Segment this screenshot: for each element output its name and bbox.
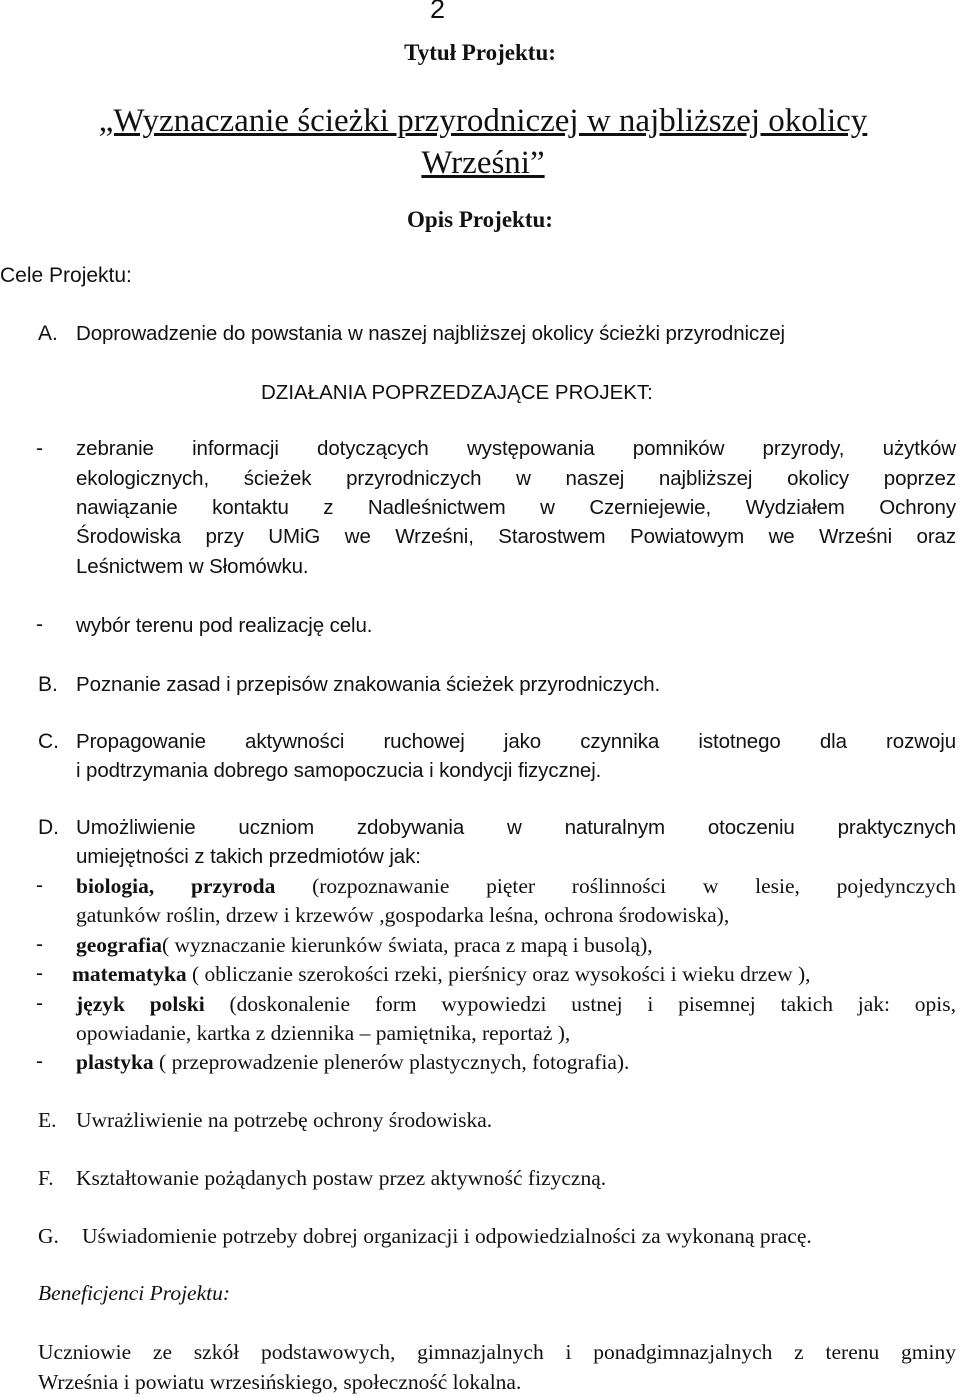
- project-description-label: Opis Projektu:: [407, 207, 553, 232]
- goal-b-letter: B.: [38, 673, 58, 696]
- goal-e-text: Uwrażliwienie na potrzebę ochrony środowiska.: [76, 1108, 493, 1132]
- subject-desc: ( obliczanie szerokości rzeki, pierśnicy oraz wysokości i wieku drzew ),: [186, 962, 811, 986]
- goal-d-line: Umożliwienie uczniom zdobywania w naturalnym otoczeniu praktycznych: [76, 816, 956, 839]
- preliminary-item2: wybór terenu pod realizację celu.: [76, 614, 373, 637]
- project-title-label: Tytuł Projektu:: [404, 40, 556, 65]
- list-dash: -: [36, 613, 43, 636]
- subject-item-polish-cont: opowiadanie, kartka z dziennika – pamiętnika, reportaż ),: [76, 1021, 571, 1045]
- preliminary-item1-line: Środowiska przy UMiG we Wrześni, Starostwem Powiatowym we Wrześni oraz: [76, 525, 956, 548]
- goal-f-text: Kształtowanie pożądanych postaw przez aktywność fizyczną.: [76, 1166, 607, 1190]
- goal-a-letter: A.: [38, 322, 58, 345]
- subject-name: język polski: [76, 992, 205, 1016]
- goal-f-letter: F.: [38, 1166, 54, 1190]
- subject-name: matematyka: [72, 962, 187, 986]
- subject-item-polish: [76, 992, 956, 1017]
- goal-e-letter: E.: [38, 1108, 57, 1132]
- beneficiaries-line: Uczniowie ze szkół podstawowych, gimnazjalnych i ponadgimnazjalnych z terenu gminy: [38, 1340, 956, 1364]
- page-number: 2: [430, 0, 446, 24]
- subject-name: geografia: [76, 933, 162, 957]
- list-dash: -: [36, 1050, 43, 1073]
- goal-c-letter: C.: [38, 730, 59, 753]
- list-dash: -: [36, 874, 43, 897]
- goal-d-line: umiejętności z takich przedmiotów jak:: [76, 845, 421, 868]
- subject-name: biologia, przyroda: [76, 874, 276, 898]
- beneficiaries-label: Beneficjenci Projektu:: [38, 1281, 231, 1305]
- goal-d-letter: D.: [38, 816, 59, 839]
- preliminary-actions-title: DZIAŁANIA POPRZEDZAJĄCE PROJEKT:: [261, 381, 653, 404]
- goal-g-text: Uświadomienie potrzeby dobrej organizacji i odpowiedzialności za wykonaną pracę.: [82, 1224, 812, 1248]
- goal-b-text: Poznanie zasad i przepisów znakowania ścieżek przyrodniczych.: [76, 673, 661, 696]
- preliminary-item1-line: zebranie informacji dotyczących występowania pomników przyrody, użytków: [76, 437, 956, 460]
- subject-desc: (rozpoznawanie pięter roślinności w lesie, pojedynczych: [275, 874, 956, 898]
- project-main-title: „Wyznaczanie ścieżki przyrodniczej w najbliższej okolicy Wrześni”: [98, 103, 868, 181]
- subject-item-biology: [76, 874, 956, 899]
- subject-name: plastyka: [76, 1050, 154, 1074]
- subject-item-math: [72, 962, 811, 987]
- list-dash: -: [36, 933, 43, 956]
- list-dash: -: [36, 437, 43, 460]
- goal-a-text: Doprowadzenie do powstania w naszej najbliższej okolicy ścieżki przyrodniczej: [76, 322, 785, 345]
- subject-item-art: [76, 1050, 629, 1075]
- subject-item-biology-cont: gatunków roślin, drzew i krzewów ,gospodarka leśna, ochrona środowiska),: [76, 903, 730, 927]
- preliminary-item1-line: Leśnictwem w Słomówku.: [76, 555, 309, 578]
- goal-g-letter: G.: [38, 1224, 59, 1248]
- subject-desc: (doskonalenie form wypowiedzi ustnej i pisemnej takich jak: opis,: [204, 992, 956, 1016]
- beneficiaries-line: Września i powiatu wrzesińskiego, społeczność lokalna.: [38, 1370, 522, 1394]
- subject-item-geography: [76, 933, 653, 958]
- list-dash: -: [36, 962, 43, 985]
- subject-desc: ( wyznaczanie kierunków świata, praca z mapą i busolą),: [161, 933, 653, 957]
- goal-c-line: i podtrzymania dobrego samopoczucia i kondycji fizycznej.: [76, 759, 602, 782]
- list-dash: -: [36, 992, 43, 1015]
- project-goals-label: Cele Projektu:: [0, 264, 132, 287]
- goal-c-line: Propagowanie aktywności ruchowej jako czynnika istotnego dla rozwoju: [76, 730, 956, 753]
- preliminary-item1-line: nawiązanie kontaktu z Nadleśnictwem w Czerniejewie, Wydziałem Ochrony: [76, 496, 956, 519]
- subject-desc: ( przeprowadzenie plenerów plastycznych, fotografia).: [153, 1050, 630, 1074]
- preliminary-item1-line: ekologicznych, ścieżek przyrodniczych w naszej najbliższej okolicy poprzez: [76, 467, 956, 490]
